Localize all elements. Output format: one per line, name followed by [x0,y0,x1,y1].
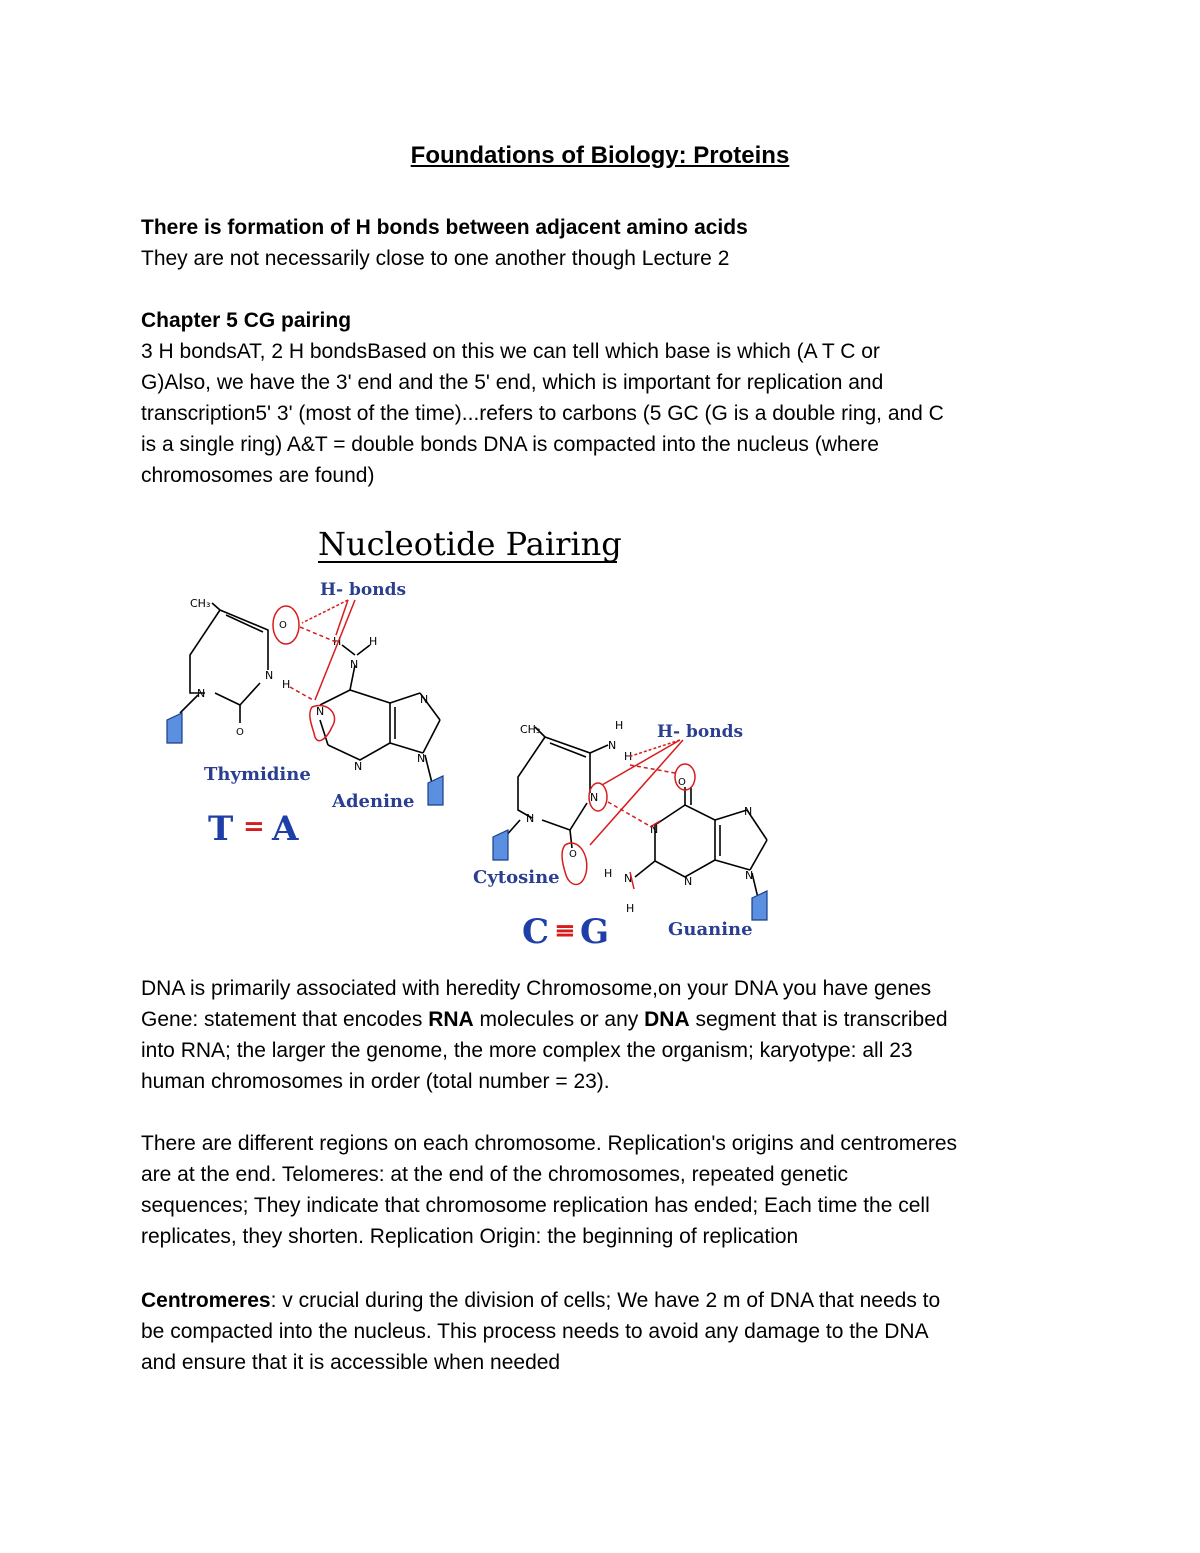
paragraph-line [141,1004,1061,1035]
hbonds-label-cg: H- bonds [657,722,744,742]
atom-n: N [417,752,426,765]
atom-h: H [626,902,635,915]
atom-n: N [265,669,274,682]
sugar-icon [752,891,767,920]
section-chromosome-regions [141,1128,1061,1252]
atom-n: N [316,705,325,718]
atom-n: N [745,869,754,882]
atom-n: N [197,687,206,700]
atom-o: O [236,727,244,738]
cytosine-label: Cytosine [473,867,560,888]
nucleotide-pairing-figure [150,515,820,955]
atom-n: N [526,812,535,825]
hbonds-label-ta: H- bonds [320,580,407,600]
cg-bond-symbol: ≡ [554,916,576,946]
cytosine-ring [505,727,608,848]
text-run: segment that is transcribed [689,1008,948,1031]
section-heading: There is formation of H bonds between adjacent amino acids [141,216,748,239]
figure-title: Nucleotide Pairing [318,525,622,563]
section-cg-pairing [141,305,1061,491]
paragraph-line: G)Also, we have the 3' end and the 5' end, which is important for replication and [141,371,884,394]
atom-n: N [684,875,693,888]
bold-term-dna: DNA [644,1008,690,1031]
section-centromeres [141,1285,1061,1378]
paragraph-line: replicates, they shorten. Replication Origin: the beginning of replication [141,1225,799,1248]
sugar-icon [428,776,443,805]
cg-right-letter: G [580,912,610,952]
paragraph-line [141,1285,1061,1316]
atom-h: H [282,678,291,691]
atom-n: N [354,760,363,773]
atom-o: O [279,620,287,631]
sugar-icon [493,830,508,860]
thymidine-label: Thymidine [204,764,311,785]
paragraph-line: human chromosomes in order (total number = 23). [141,1070,610,1093]
atom-o: O [678,777,686,788]
text-run: Gene: statement that encodes [141,1008,429,1031]
paragraph-line: are at the end. Telomeres: at the end of the chromosomes, repeated genetic [141,1163,849,1186]
paragraph-line: and ensure that it is accessible when needed [141,1351,561,1374]
paragraph-line: sequences; They indicate that chromosome replication has ended; Each time the cell [141,1194,930,1217]
adenine-label: Adenine [332,791,415,812]
page-title: Foundations of Biology: Proteins [410,142,790,169]
section-heading: Chapter 5 CG pairing [141,309,352,332]
sugar-icon [167,713,182,743]
paragraph-line: DNA is primarily associated with heredity Chromosome,on your DNA you have genes [141,977,932,1000]
paragraph-line: 3 H bondsAT, 2 H bondsBased on this we can tell which base is which (A T C or [141,340,880,363]
atom-o: O [569,849,577,860]
atom-h: H [369,635,378,648]
text-run: : v crucial during the division of cells; We have 2 m of DNA that needs to [270,1289,941,1312]
atom-n: N [590,791,599,804]
atom-n: N [350,658,359,671]
nucleotide-pairing-diagram [150,515,820,955]
bold-term-rna: RNA [428,1008,474,1031]
atom-ch3: CH₃ [520,723,541,736]
atom-h: H [615,719,624,732]
paragraph-line: There are different regions on each chromosome. Replication's origins and centromeres [141,1132,958,1155]
ta-left-letter: T [208,809,234,849]
paragraph-line: transcription5' 3' (most of the time)...refers to carbons (5 GC (G is a double ring, and C [141,402,944,425]
paragraph-line: is a single ring) A&T = double bonds DNA is compacted into the nucleus (where [141,433,879,456]
atom-h: H [333,635,342,648]
atom-h: H [604,867,613,880]
guanine-label: Guanine [668,919,753,940]
paragraph-line: They are not necessarily close to one another though Lecture 2 [141,247,730,270]
atom-n: N [420,693,429,706]
atom-n: N [608,739,617,752]
section-h-bonds [141,212,1061,274]
paragraph-line: chromosomes are found) [141,464,375,487]
text-run: molecules or any [473,1008,645,1031]
ta-bond-symbol: = [243,812,265,842]
cg-left-letter: C [522,912,550,952]
paragraph-line: be compacted into the nucleus. This process needs to avoid any damage to the DNA [141,1320,929,1343]
paragraph-line: into RNA; the larger the genome, the more complex the organism; karyotype: all 23 [141,1039,913,1062]
ta-right-letter: A [272,809,299,849]
atom-h: H [624,750,633,763]
atom-ch3: CH₃ [190,597,211,610]
atom-n: N [624,872,633,885]
thymidine-ring [180,603,268,723]
atom-n: N [744,805,753,818]
bold-term-centromeres: Centromeres [141,1289,271,1312]
section-dna-heredity [141,973,1061,1097]
atom-n: N [650,823,659,836]
